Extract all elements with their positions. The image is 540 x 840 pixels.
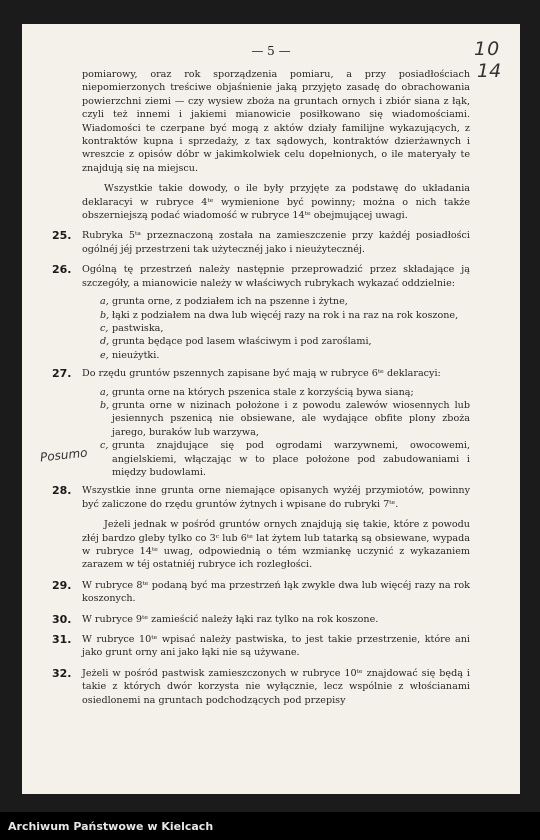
section-text: Wszystkie inne grunta orne niemające opisanych wyżéj przymiotów, powinny być zaliczone do rzędu gruntów żytnych i wpisane do rubryki 7ᵗᵉ.	[82, 485, 470, 510]
section-number: 27.	[52, 367, 72, 381]
section-text: W rubryce 9ᵗᵉ zamieścić należy łąki raz tylko na rok koszone.	[82, 613, 379, 625]
section-31	[52, 633, 470, 660]
section-number: 29.	[52, 578, 72, 592]
section-25	[52, 229, 470, 256]
list-item: c, pastwiska,	[100, 322, 164, 334]
list-item: e, nieużytki.	[100, 349, 160, 361]
land-category-list	[100, 295, 470, 362]
handwritten-folio-number: 10	[474, 38, 501, 60]
section-number: 32.	[52, 666, 72, 680]
page-number: — 5 —	[251, 44, 291, 58]
section-number: 30.	[52, 612, 72, 626]
section-text: W rubryce 8ᵗᵉ podaną być ma przestrzeń łąk zwykle dwa lub więcéj razy na rok koszonych.	[82, 579, 470, 605]
section-28	[52, 484, 470, 571]
section-30	[52, 612, 470, 626]
wheat-land-list	[100, 386, 470, 480]
section-26	[52, 263, 470, 367]
section-text: Rubryka 5ᵗᵃ przeznaczoną została na zamieszczenie przy każdéj posiadłości ogólnéj jéj przestrzeni tak użytecznéj jako i nieużytecznéj.	[82, 230, 470, 255]
list-item: b, łąki z podziałem na dwa lub więcéj razy na rok i na raz na rok koszone,	[100, 309, 459, 321]
section-text: Ogólną tę przestrzeń należy następnie przeprowadzić przez składające ją szczegóły, a mianowicie należy w właściwych rubrykach wykazać oddzielnie:	[82, 264, 470, 289]
section-number: 31.	[52, 633, 72, 647]
section-number: 25.	[52, 229, 72, 243]
intro-paragraph-1: pomiarowy, oraz rok sporządzenia pomiaru, a przy posiadłościach niepomierzonych treściwe objaśnienie jaką przyjęto zasadę do obrachowania powierzchni ziemi — czy wysiew zboża na gruntach ornych i zbiór siana z łąk, czyli też innemi i jakiemi mianowicie posiłkowano się wiadomościami. Wiadomości te czerpane być mogą z aktów działy familijne wykazujących, z kontraktów kupna i sprzedaży, z tax sądowych, kontraktów dzierżawnych i wreszcie z opisów dóbr w jakimkolwiek celu dopełnionych, o ile materyały te znajdują się na miejscu.	[82, 69, 470, 174]
section-32	[52, 666, 470, 707]
list-item: b, grunta orne w nizinach położone i z powodu zalewów wiosennych lub jesiennych pszenicą nie obsiewane, ale wydające obfite plony zboża jarego, buraków lub warzywa,	[100, 399, 470, 438]
intro-paragraph-2: Wszystkie takie dowody, o ile były przyjęte za podstawę do układania deklaracyi w rubryce 4ᵗᵉ wymienione być powinny; można o nich także obszerniejszą podać wiadomość w rubryce 14ᵗᵉ obejmującej uwagi.	[82, 183, 470, 222]
archive-footer-bar	[0, 812, 540, 840]
list-item: a, grunta orne, z podziałem ich na pszenne i żytne,	[100, 296, 348, 308]
list-item: d, grunta będące pod lasem właściwym i pod zaroślami,	[100, 336, 372, 348]
section-text: W rubryce 10ᵗᵉ wpisać należy pastwiska, to jest takie przestrzenie, które ani jako grunt orny ani jako łąki nie są używane.	[82, 634, 470, 659]
list-item: a, grunta orne na których pszenica stale z korzyścią bywa sianą;	[100, 386, 414, 398]
handwritten-folio-number-corrected: 14	[477, 60, 502, 82]
section-29	[52, 578, 470, 606]
section-text: Jeżeli w pośród pastwisk zamieszczonych w rubryce 10ᵗᵉ znajdować się będą i takie z których dwór korzysta nie wyłącznie, lecz wspólnie z włościanami osiedlonemi na gruntach podchodzących pod przepisy	[82, 667, 470, 706]
handwritten-margin-note: Posumo	[39, 445, 89, 465]
archive-label: Archiwum Państwowe w Kielcach	[8, 820, 214, 833]
section-text: Do rzędu gruntów pszennych zapisane być mają w rubryce 6ᵗᵉ deklaracyi:	[82, 368, 441, 380]
section-number: 28.	[52, 484, 72, 498]
section-number: 26.	[52, 263, 72, 277]
section-text-continued: Jeżeli jednak w pośród gruntów ornych znajdują się takie, które z powodu złéj bardzo gleby tylko co 3ᶜ lub 6ᵗᵉ lat żytem lub tatarką są obsiewane, wypada w rubryce 14ᵗᵉ uwag, odpowiednią o tém wzmiankę uczynić z wykazaniem zarazem w téj ostatniéj rubryce ich rozległości.	[82, 519, 470, 571]
document-page	[22, 24, 520, 794]
list-item: c, grunta znajdujące się pod ogrodami warzywnemi, owocowemi, angielskiemi, włączając w to place położone pod zabudowaniami i między budowlami.	[100, 440, 470, 478]
